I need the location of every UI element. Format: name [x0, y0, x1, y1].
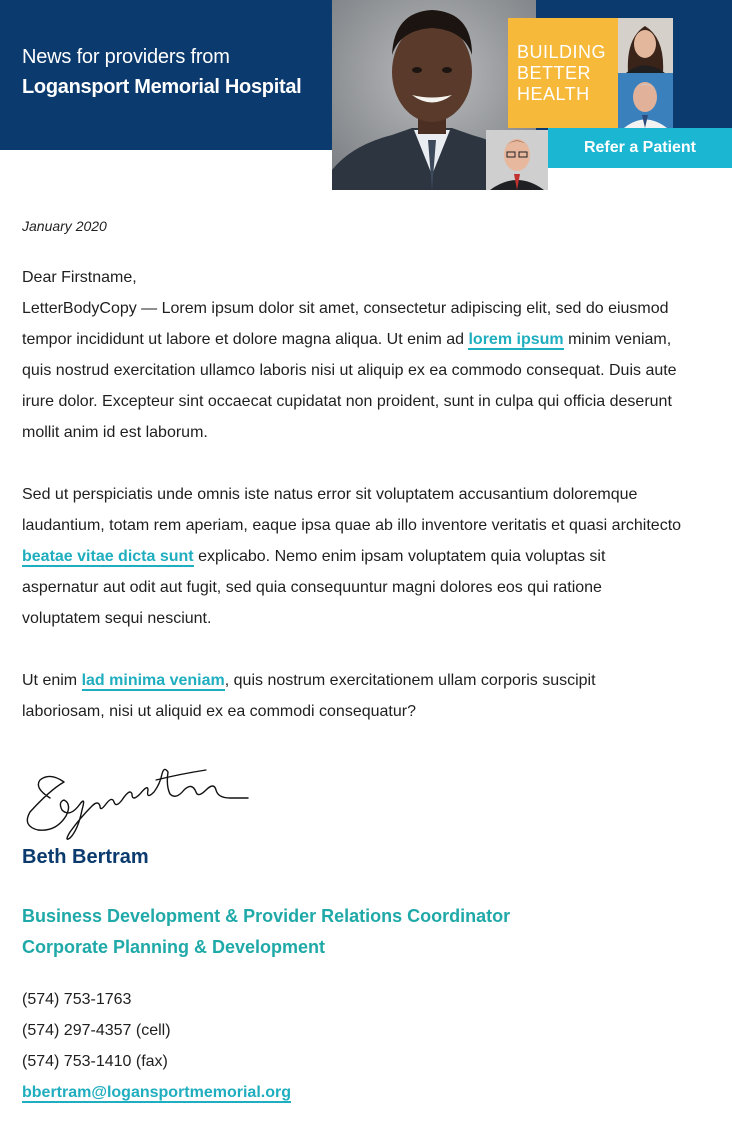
p2-text-a: Sed ut perspiciatis unde omnis iste natus error sit voluptatem accusantium doloremque laudantium, totam rem aperiam, eaque ipsa quae ab illo inventore veritatis et quasi architecto — [22, 486, 682, 534]
paragraph-3 — [22, 665, 682, 727]
header-banner — [0, 0, 332, 150]
signer-department: Corporate Planning & Development — [22, 937, 326, 957]
p1-text-a: LetterBodyCopy — Lorem ipsum dolor sit amet, consectetur adipiscing elit, sed do eiusmod tempor incididunt ut labore et dolore magna aliqua. Ut enim ad — [22, 300, 669, 348]
email-link[interactable]: bbertram@logansportmemorial.org — [22, 1084, 291, 1101]
header-subtitle: News for providers from — [22, 46, 230, 68]
refer-patient-button[interactable]: Refer a Patient — [548, 128, 732, 168]
contact-info — [22, 984, 291, 1108]
signer-title-block — [22, 901, 510, 963]
paragraph-1 — [22, 293, 682, 448]
badge-line-3: HEALTH — [517, 84, 590, 104]
p2-text-b: explicabo. Nemo enim ipsam voluptatem quia voluptas sit aspernatur aut odit aut fugit, sed quia consequuntur magni dolores eos qui ratione voluptatem sequi nesciunt. — [22, 548, 606, 627]
provider-photo-man-glasses — [486, 130, 548, 190]
p3-text-b: , quis nostrum exercitationem ullam corporis suscipit laboriosam, nisi ut aliquid ex ea commodi consequatur? — [22, 672, 596, 720]
minima-veniam-link[interactable]: lad minima veniam — [81, 672, 225, 689]
signer-name: Beth Bertram — [22, 846, 149, 868]
handwritten-signature — [20, 760, 250, 844]
phone-number: (574) 753-1763 — [22, 991, 132, 1008]
fax-number: (574) 753-1410 (fax) — [22, 1053, 168, 1070]
signer-job-title: Business Development & Provider Relations Coordinator — [22, 906, 511, 926]
provider-photo-man — [618, 73, 673, 128]
letter-date-block — [22, 218, 702, 234]
paragraph-2 — [22, 479, 682, 634]
badge-line-2: BETTER — [517, 63, 592, 83]
badge-line-1: BUILDING — [517, 42, 607, 62]
letter-date: January 2020 — [22, 218, 107, 234]
newsletter-header — [0, 0, 732, 190]
letter-body — [22, 262, 682, 727]
header-hospital-name: Logansport Memorial Hospital — [22, 76, 302, 98]
p1-text-b: minim veniam, quis nostrud exercitation ullamco laboris nisi ut aliquip ex ea commodo consequat. Duis aute irure dolor. Excepteur sint occaecat cupidatat non proident, sunt in culpa qui officia deserunt mollit anim id est laborum. — [22, 331, 677, 441]
lorem-ipsum-link[interactable]: lorem ipsum — [468, 331, 564, 348]
provider-photo-woman — [618, 18, 673, 73]
beatae-vitae-link[interactable]: beatae vitae dicta sunt — [22, 548, 194, 565]
p3-text-a: Ut enim — [22, 672, 82, 689]
cell-number: (574) 297-4357 (cell) — [22, 1022, 171, 1039]
salutation: Dear Firstname, — [22, 269, 137, 286]
